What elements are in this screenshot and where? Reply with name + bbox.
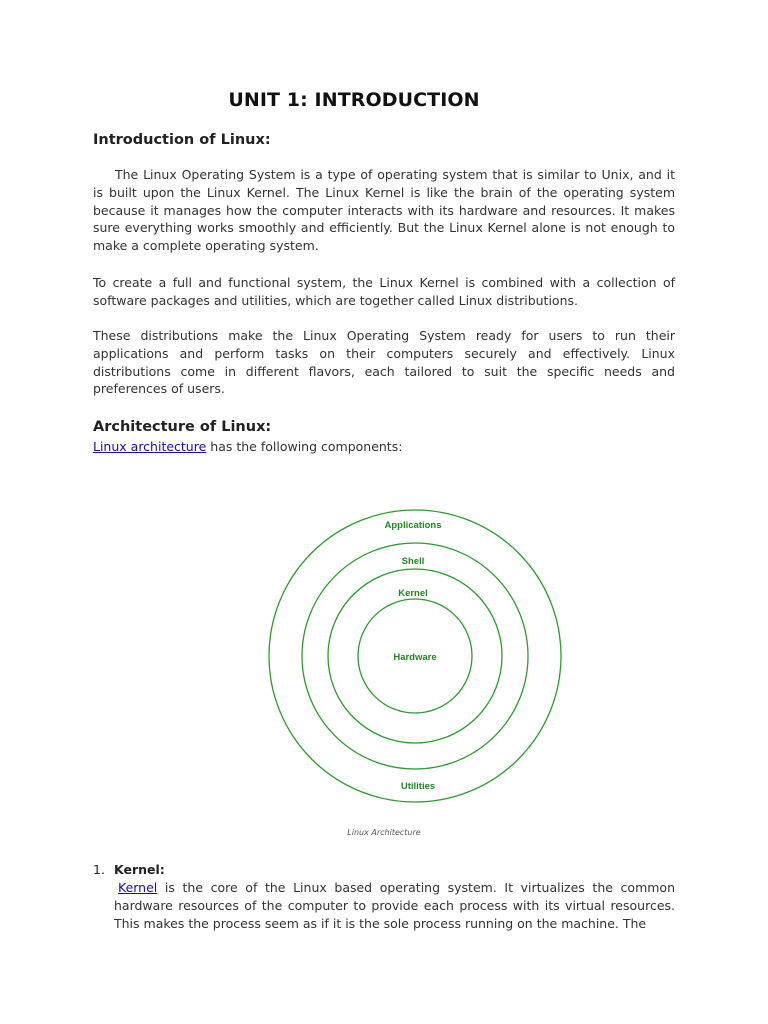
linux-architecture-diagram (255, 500, 575, 812)
list-item-title: Kernel: (114, 862, 165, 877)
intro-paragraph-2: To create a full and functional system, the Linux Kernel is combined with a collection of software packages and utilities, which are together called Linux distributions. (93, 275, 675, 308)
intro-paragraph-3: These distributions make the Linux Operating System ready for users to run their applications and perform tasks on their computers securely and effectively. Linux distributions come in different flavors, each tailored to suit the specific needs and preferences of users. (93, 328, 675, 397)
linux-architecture-link[interactable]: Linux architecture (93, 439, 207, 454)
intro-heading: Introduction of Linux: (93, 132, 271, 148)
architecture-heading: Architecture of Linux: (93, 419, 272, 435)
applications-label: Applications (384, 520, 442, 531)
kernel-link[interactable]: Kernel (118, 880, 158, 895)
intro-paragraph-1: The Linux Operating System is a type of operating system that is similar to Unix, and it is built upon the Linux Kernel. The Linux Kernel is like the brain of the operating system because it manages how the computer interacts with its hardware and resources. It makes sure everything works smoothly and efficiently. But the Linux Kernel alone is not enough to make a complete operating system. (93, 167, 675, 254)
page-title: UNIT 1: INTRODUCTION (228, 89, 480, 111)
architecture-intro-text: has the following components: (206, 439, 403, 454)
kernel-label: Kernel (398, 588, 428, 599)
architecture-intro (93, 438, 675, 456)
diagram-caption: Linux Architecture (347, 828, 421, 837)
kernel-description-text: is the core of the Linux based operating system. It virtualizes the common hardware resources of the computer to provide each process with its virtual resources. This makes the process seem as if it is the sole process running on the machine. The (114, 880, 675, 931)
hardware-label: Hardware (393, 652, 437, 663)
shell-label: Shell (401, 556, 425, 567)
kernel-description (114, 879, 675, 932)
utilities-label: Utilities (400, 781, 436, 792)
list-item-number: 1. (93, 862, 105, 877)
